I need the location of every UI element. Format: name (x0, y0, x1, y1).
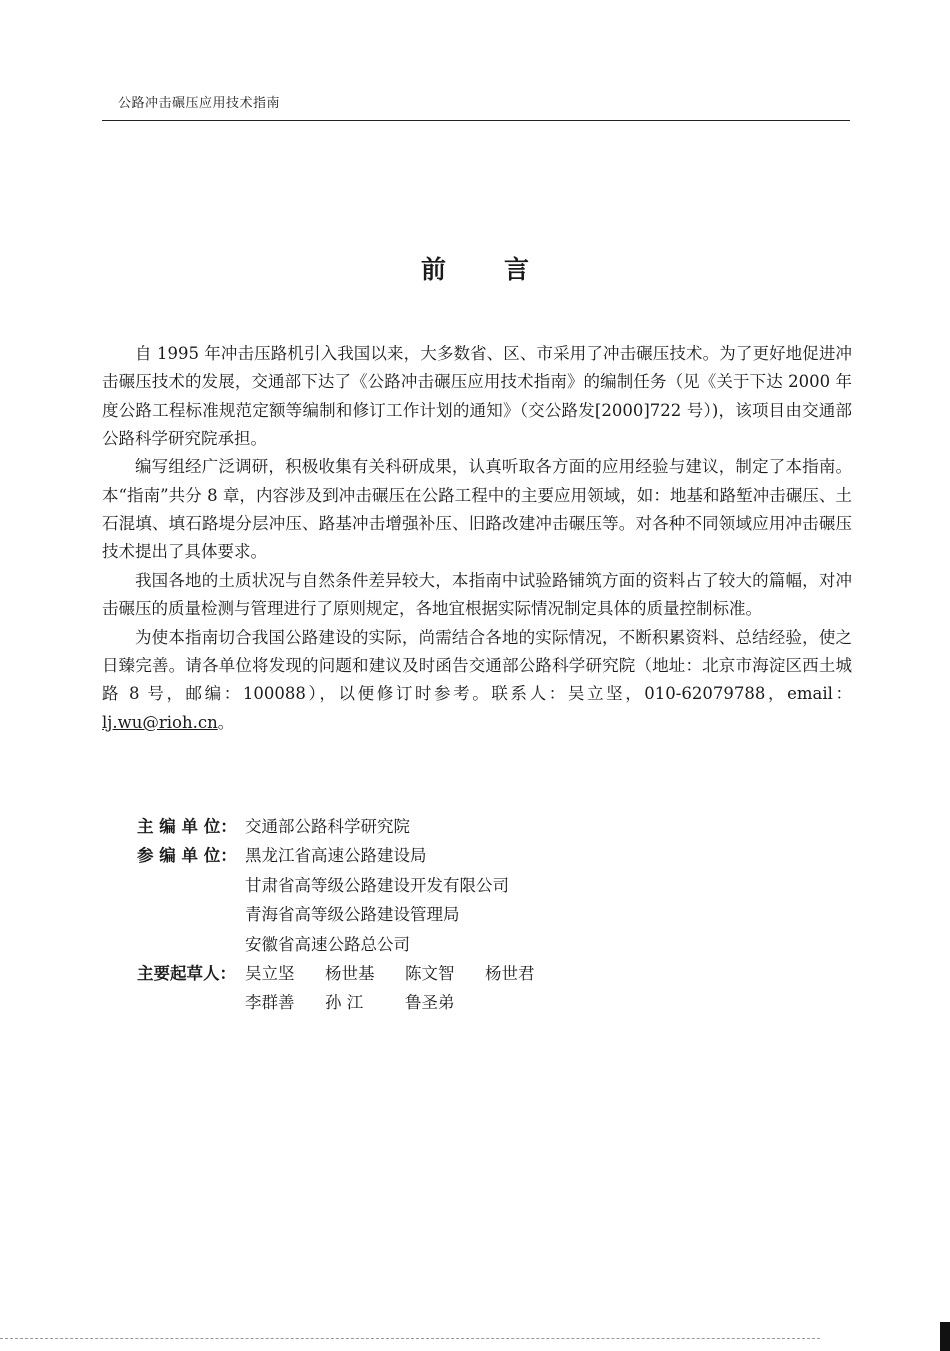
paragraph-4-end: 。 (217, 712, 235, 732)
chief-editor-unit: 交通部公路科学研究院 (245, 817, 410, 836)
participant-unit: 黑龙江省高速公路建设局 (245, 846, 427, 866)
scan-corner-mark (940, 1322, 950, 1351)
drafter-name: 陈文智 (405, 964, 455, 984)
paragraph-2: 编写组经广泛调研，积极收集有关科研成果，认真听取各方面的应用经验与建议，制定了本指南。本“指南”共分 8 章，内容涉及到冲击碾压在公路工程中的主要应用领域，如：地基和路堑冲击碾压、土石混填、填石路堤分层冲压、路基冲击增强补压、旧路改建冲击碾压等。对各种不同领域应用冲击碾压技术提出了具体要求。 (102, 457, 852, 562)
paragraph-4 (102, 624, 852, 737)
drafter-name: 杨世基 (325, 964, 375, 984)
participant-unit: 甘肃省高等级公路建设开发有限公司 (245, 875, 509, 895)
drafter-name: 杨世君 (485, 964, 535, 984)
drafter-name: 李群善 (245, 993, 295, 1013)
drafters-row (137, 959, 565, 1018)
contact-email[interactable]: lj.wu@rioh.cn (102, 712, 218, 732)
paragraph-3: 我国各地的土质状况与自然条件差异较大，本指南中试验路铺筑方面的资料占了较大的篇幅，对冲击碾压的质量检测与管理进行了原则规定，各地宜根据实际情况制定具体的质量控制标准。 (102, 570, 852, 619)
scan-edge-line (0, 1338, 820, 1339)
credits-block (137, 812, 565, 1018)
paragraph-1: 自 1995 年冲击压路机引入我国以来，大多数省、区、市采用了冲击碾压技术。为了更好地促进冲击碾压技术的发展，交通部下达了《公路冲击碾压应用技术指南》的编制任务（见《关于下达 2000 年度公路工程标准规范定额等编制和修订工作计划的通知》（交公路发[2000]722 号）)，该项目由交通部公路科学研究院承担。 (102, 344, 852, 448)
drafter-name: 孙 江 (325, 993, 364, 1013)
header-rule (102, 120, 850, 121)
page-title: 前言 (420, 255, 587, 284)
participant-unit: 青海省高等级公路建设管理局 (245, 905, 460, 925)
drafters-label: 主要起草人： (137, 964, 236, 984)
drafter-name: 鲁圣弟 (405, 993, 455, 1013)
drafter-name: 吴立坚 (245, 964, 295, 984)
running-header: 公路冲击碾压应用技术指南 (118, 96, 281, 111)
chief-editor-label: 主 编 单 位： (137, 817, 237, 836)
paragraph-4-text: 为使本指南切合我国公路建设的实际，尚需结合各地的实际情况，不断积累资料、总结经验，使之日臻完善。请各单位将发现的问题和建议及时函告交通部公路科学研究院（地址：北京市海淀区西土城路 8 号，邮编：100088），以便修订时参考。联系人：吴立坚，010-62079788，email： (102, 627, 852, 704)
preface-body (102, 340, 852, 737)
participant-units-label: 参 编 单 位： (137, 846, 237, 866)
chief-editor-row (137, 812, 565, 841)
participant-units-row (137, 841, 565, 959)
participant-unit: 安徽省高速公路总公司 (245, 934, 410, 954)
